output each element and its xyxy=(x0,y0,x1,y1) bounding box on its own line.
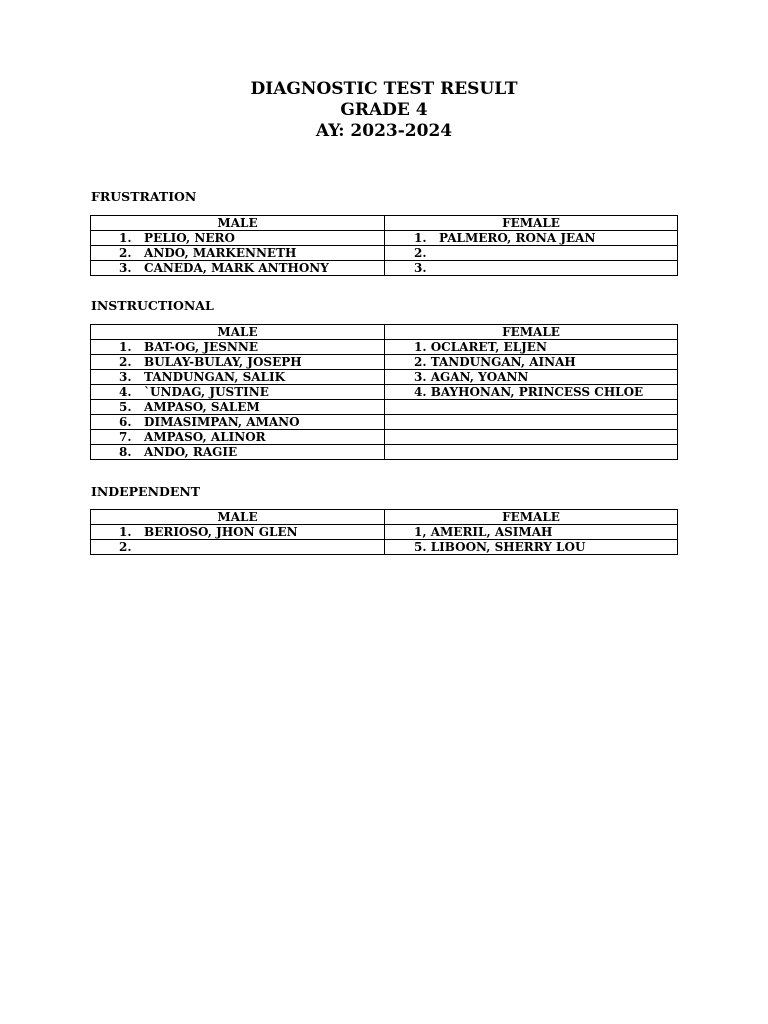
table-header-row xyxy=(91,325,678,340)
male-cell: 2. BULAY-BULAY, JOSEPH xyxy=(91,355,385,370)
table-row xyxy=(91,540,678,555)
table-row xyxy=(91,385,678,400)
female-cell: 1, AMERIL, ASIMAH xyxy=(385,525,678,540)
male-cell: 2. xyxy=(91,540,385,555)
title-line-2: GRADE 4 xyxy=(340,100,428,120)
female-column-header: FEMALE xyxy=(385,510,678,525)
table-row xyxy=(91,415,678,430)
table-row xyxy=(91,400,678,415)
table-row xyxy=(91,261,678,276)
table-row xyxy=(91,430,678,445)
female-cell: 1. PALMERO, RONA JEAN xyxy=(385,231,678,246)
male-column-header: MALE xyxy=(91,325,385,340)
independent-table xyxy=(90,509,678,555)
male-cell: 1. PELIO, NERO xyxy=(91,231,385,246)
female-cell: 3. AGAN, YOANN xyxy=(385,370,678,385)
table-row xyxy=(91,355,678,370)
female-cell xyxy=(385,445,678,460)
section-label-independent: INDEPENDENT xyxy=(91,484,201,499)
title-line-1: DIAGNOSTIC TEST RESULT xyxy=(250,79,518,99)
table-header-row xyxy=(91,510,678,525)
table-row xyxy=(91,246,678,261)
female-cell xyxy=(385,415,678,430)
male-cell: 6. DIMASIMPAN, AMANO xyxy=(91,415,385,430)
male-cell: 2. ANDO, MARKENNETH xyxy=(91,246,385,261)
male-cell: 1. BERIOSO, JHON GLEN xyxy=(91,525,385,540)
female-column-header: FEMALE xyxy=(385,325,678,340)
male-cell: 4. `UNDAG, JUSTINE xyxy=(91,385,385,400)
female-cell: 1. OCLARET, ELJEN xyxy=(385,340,678,355)
male-column-header: MALE xyxy=(91,510,385,525)
female-cell: 5. LIBOON, SHERRY LOU xyxy=(385,540,678,555)
male-cell: 3. TANDUNGAN, SALIK xyxy=(91,370,385,385)
table-row xyxy=(91,340,678,355)
table-row xyxy=(91,231,678,246)
table-row xyxy=(91,525,678,540)
male-cell: 7. AMPASO, ALINOR xyxy=(91,430,385,445)
instructional-table xyxy=(90,324,678,460)
table-header-row xyxy=(91,216,678,231)
table-row xyxy=(91,370,678,385)
section-label-instructional: INSTRUCTIONAL xyxy=(91,298,214,313)
male-cell: 8. ANDO, RAGIE xyxy=(91,445,385,460)
female-cell: 2. xyxy=(385,246,678,261)
male-column-header: MALE xyxy=(91,216,385,231)
table-row xyxy=(91,445,678,460)
title-line-3: AY: 2023-2024 xyxy=(315,121,453,141)
document-title xyxy=(0,79,768,142)
female-cell: 4. BAYHONAN, PRINCESS CHLOE xyxy=(385,385,678,400)
female-cell: 2. TANDUNGAN, AINAH xyxy=(385,355,678,370)
male-cell: 3. CANEDA, MARK ANTHONY xyxy=(91,261,385,276)
female-column-header: FEMALE xyxy=(385,216,678,231)
section-label-frustration: FRUSTRATION xyxy=(91,189,197,204)
female-cell: 3. xyxy=(385,261,678,276)
female-cell xyxy=(385,430,678,445)
frustration-table xyxy=(90,215,678,276)
male-cell: 5. AMPASO, SALEM xyxy=(91,400,385,415)
male-cell: 1. BAT-OG, JESNNE xyxy=(91,340,385,355)
female-cell xyxy=(385,400,678,415)
